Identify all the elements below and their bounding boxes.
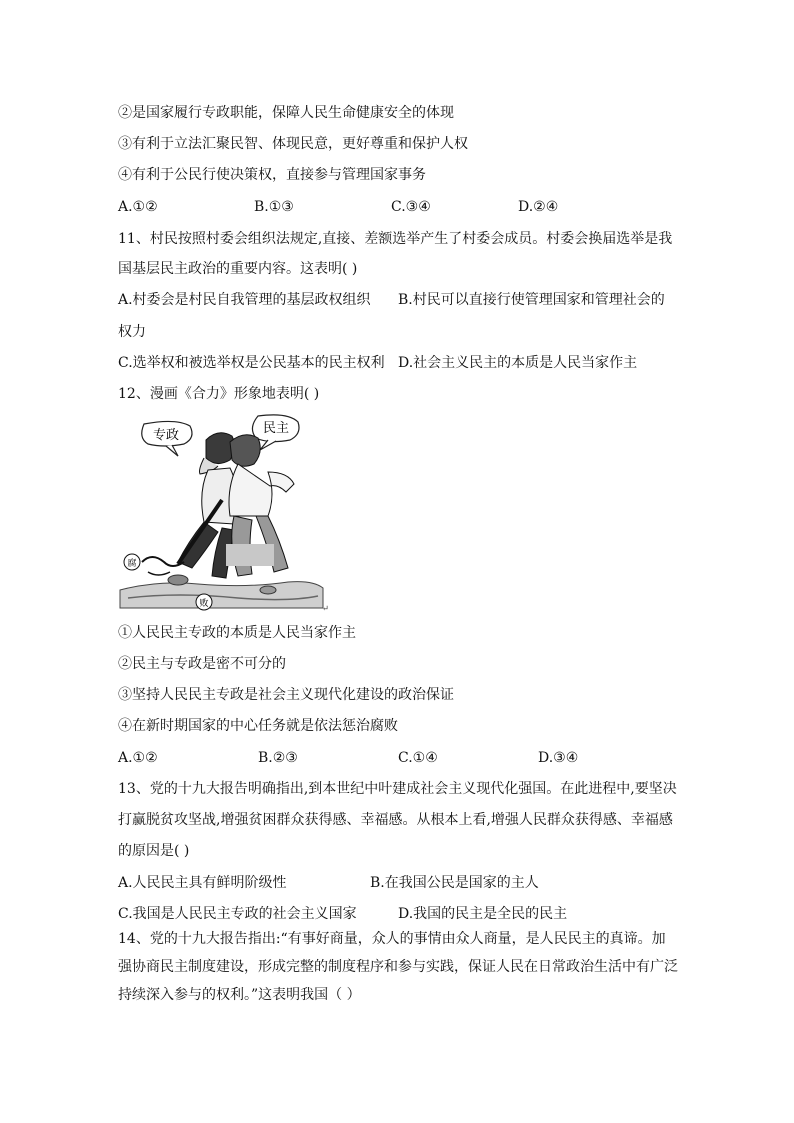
q11-option-c[interactable]: C.选举权和被选举权是公民基本的民主权利 xyxy=(118,355,385,371)
q12-option-c[interactable]: C.①④ xyxy=(398,750,438,766)
root-label-bottom: 败 xyxy=(199,599,209,609)
q14-stem-line1: 14、党的十九大报告指出:“有事好商量，众人的事情由众人商量，是人民民主的真谛。加 xyxy=(118,931,666,947)
q13-stem-line3: 的原因是( ) xyxy=(118,843,190,859)
bubble-right-text: 民主 xyxy=(262,421,290,436)
bubble-left-text: 专政 xyxy=(152,428,180,443)
q13-stem-line2: 打赢脱贫攻坚战,增强贫困群众获得感、幸福感。从根本上看,增强人民群众获得感、幸福感 xyxy=(118,812,673,828)
q11-stem-line1: 11、村民按照村委会组织法规定,直接、差额选举产生了村委会成员。村委会换届选举是我 xyxy=(118,231,673,247)
paragraph-mark: ↵ xyxy=(322,604,329,613)
q11-option-b-continued: 权力 xyxy=(118,324,146,340)
cartoon-image xyxy=(118,412,328,612)
q12-statement-1: ①人民民主专政的本质是人民当家作主 xyxy=(118,625,356,641)
q12-option-a[interactable]: A.①② xyxy=(118,750,158,766)
q12-statement-2: ②民主与专政是密不可分的 xyxy=(118,656,286,672)
q12-option-d[interactable]: D.③④ xyxy=(538,750,579,766)
q10-statement-3: ③有利于立法汇聚民智、体现民意，更好尊重和保护人权 xyxy=(118,136,468,152)
q10-statement-4: ④有利于公民行使决策权，直接参与管理国家事务 xyxy=(118,167,426,183)
q10-statement-2: ②是国家履行专政职能，保障人民生命健康安全的体现 xyxy=(118,105,454,121)
q12-option-b[interactable]: B.②③ xyxy=(258,750,298,766)
q11-option-b[interactable]: B.村民可以直接行使管理国家和管理社会的 xyxy=(398,292,665,308)
q13-option-d[interactable]: D.我国的民主是全民的民主 xyxy=(398,906,568,922)
q14-stem-line2: 强协商民主制度建设，形成完整的制度程序和参与实践，保证人民在日常政治生活中有广泛 xyxy=(118,959,678,975)
q11-stem-line2: 国基层民主政治的重要内容。这表明( ) xyxy=(118,261,358,277)
q13-option-c[interactable]: C.我国是人民民主专政的社会主义国家 xyxy=(118,906,357,922)
q11-option-a[interactable]: A.村委会是村民自我管理的基层政权组织 xyxy=(118,292,371,308)
q10-option-c[interactable]: C.③④ xyxy=(391,199,431,215)
q13-option-a[interactable]: A.人民民主具有鲜明阶级性 xyxy=(118,875,287,891)
q14-stem-line3: 持续深入参与的权利。”这表明我国（ ） xyxy=(118,987,361,1003)
q11-option-d[interactable]: D.社会主义民主的本质是人民当家作主 xyxy=(398,355,638,371)
root-label-top: 腐 xyxy=(127,559,137,569)
q12-statement-3: ③坚持人民民主专政是社会主义现代化建设的政治保证 xyxy=(118,687,454,703)
q10-option-d[interactable]: D.②④ xyxy=(518,199,559,215)
q13-stem-line1: 13、党的十九大报告明确指出,到本世纪中叶建成社会主义现代化强国。在此进程中,要坚决 xyxy=(118,781,677,797)
q10-option-a[interactable]: A.①② xyxy=(118,199,158,215)
q13-option-b[interactable]: B.在我国公民是国家的主人 xyxy=(370,875,539,891)
q10-option-b[interactable]: B.①③ xyxy=(254,199,294,215)
q12-statement-4: ④在新时期国家的中心任务就是依法惩治腐败 xyxy=(118,718,398,734)
q12-stem: 12、漫画《合力》形象地表明( ) xyxy=(118,386,320,402)
